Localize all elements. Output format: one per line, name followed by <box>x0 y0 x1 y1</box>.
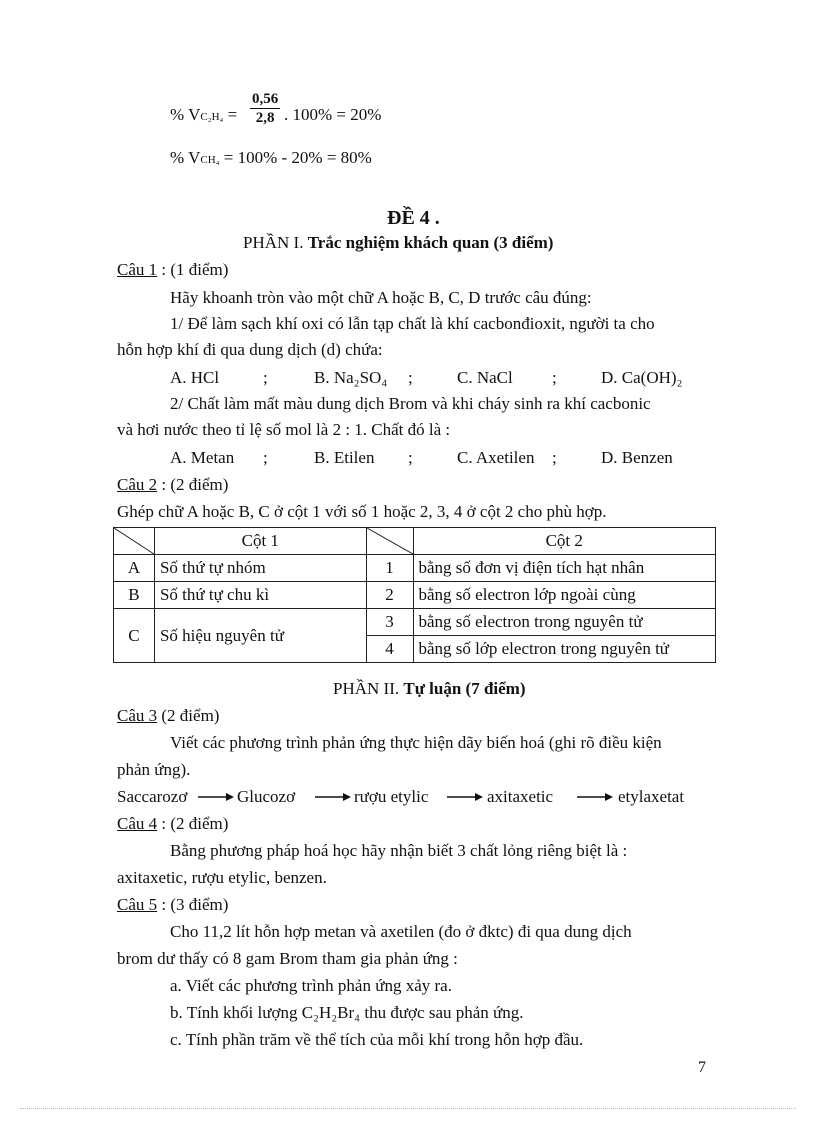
q1-header <box>117 260 228 280</box>
q3-line1: Viết các phương trình phản ứng thực hiện dãy biến hoá (ghi rõ điều kiện <box>170 733 662 752</box>
q1-item2-separator: ; <box>263 448 268 467</box>
q5-line2: brom dư thấy có 8 gam Brom tham gia phản ứng : <box>117 949 458 968</box>
arrow-right-icon <box>315 791 351 803</box>
q5-part-b <box>170 1003 524 1023</box>
calc-prefix: % V <box>170 148 201 167</box>
q3-points: (2 điểm) <box>157 706 220 725</box>
reaction-chain-item: etylaxetat <box>618 787 685 806</box>
calc-subscript: CH₄ <box>200 154 220 166</box>
row-col2: bằng số electron lớp ngoài cùng <box>413 582 715 609</box>
fraction-denominator: 2,8 <box>255 110 275 126</box>
arrow-right-icon <box>198 791 234 803</box>
q1-label: Câu 1 <box>117 260 158 279</box>
q2-points: : (2 điểm) <box>157 475 229 494</box>
arrow-right-icon <box>577 791 613 803</box>
row-number: 2 <box>366 582 413 609</box>
q5-b-formula: C₂H₂Br₄ <box>301 1003 361 1022</box>
reaction-chain-item: Glucozơ <box>237 787 296 806</box>
q5-points: : (3 điểm) <box>157 895 229 914</box>
q1-item1-line1: 1/ Để làm sạch khí oxi có lẫn tạp chất là khí cacbonđioxit, người ta cho <box>170 314 655 333</box>
fraction-numerator: 0,56 <box>252 91 279 107</box>
row-number: 1 <box>366 555 413 582</box>
calc-line-1 <box>170 105 237 127</box>
q1-item2-option-c: C. Axetilen <box>457 448 535 467</box>
matching-table <box>113 527 716 663</box>
q1-item2-separator: ; <box>552 448 557 467</box>
exam-title: ĐỀ 4 . <box>387 207 440 229</box>
row-number: 3 <box>366 609 413 636</box>
calc-prefix: % V <box>170 105 201 124</box>
q3-line2: phản ứng). <box>117 760 191 779</box>
q1-instruction: Hãy khoanh tròn vào một chữ A hoặc B, C, D trước câu đúng: <box>170 288 592 307</box>
part2-label: PHẦN II. <box>333 679 400 698</box>
q1-item1-separator: ; <box>408 368 413 387</box>
q2-header <box>117 475 228 495</box>
part2-heading <box>333 679 526 699</box>
q5-b-prefix: b. Tính khối lượng <box>170 1003 302 1022</box>
q3-header <box>117 706 219 726</box>
q4-header <box>117 814 228 834</box>
table-header-row <box>114 528 716 555</box>
q4-label: Câu 4 <box>117 814 158 833</box>
row-col1: Số hiệu nguyên tử <box>154 609 366 663</box>
diagonal-cell <box>366 528 413 555</box>
calc-equals: = <box>227 105 238 124</box>
q4-line1: Bằng phương pháp hoá học hãy nhận biết 3 chất lỏng riêng biệt là : <box>170 841 628 860</box>
q1-item1-separator: ; <box>263 368 268 387</box>
q1-points: : (1 điểm) <box>157 260 229 279</box>
q1-item2-line1: 2/ Chất làm mất màu dung dịch Brom và khi cháy sinh ra khí cacbonic <box>170 394 651 413</box>
row-number: 4 <box>366 636 413 663</box>
q1-item1-option-c: C. NaCl <box>457 368 513 387</box>
q5-part-a: a. Viết các phương trình phản ứng xảy ra. <box>170 976 452 995</box>
q4-points: : (2 điểm) <box>157 814 229 833</box>
part1-title: Trắc nghiệm khách quan (3 điểm) <box>307 233 554 252</box>
q5-label: Câu 5 <box>117 895 158 914</box>
calc-subscript: C₂H₄ <box>200 111 224 123</box>
row-col2: bằng số electron trong nguyên tử <box>413 609 715 636</box>
row-letter: B <box>114 582 155 609</box>
q4-line2: axitaxetic, rượu etylic, benzen. <box>117 868 327 887</box>
fraction <box>250 90 280 127</box>
q1-item1-separator: ; <box>552 368 557 387</box>
arrow-right-icon <box>447 791 483 803</box>
row-col2: bằng số lớp electron trong nguyên tử <box>413 636 715 663</box>
part1-heading <box>243 233 553 253</box>
q5-line1: Cho 11,2 lít hỗn hợp metan và axetilen (đo ở đktc) đi qua dung dịch <box>170 922 632 941</box>
col2-header: Cột 2 <box>413 528 715 555</box>
page-bottom-divider <box>20 1108 796 1109</box>
q1-item2-line2: và hơi nước theo tỉ lệ số mol là 2 : 1. Chất đó là : <box>117 420 451 439</box>
q1-item2-option-a: A. Metan <box>170 448 235 467</box>
q2-label: Câu 2 <box>117 475 158 494</box>
calc-line-2 <box>170 148 372 170</box>
calc-line-1-rest: . 100% = 20% <box>284 105 382 124</box>
diagonal-cell <box>114 528 155 555</box>
diagonal-line <box>114 528 154 554</box>
row-col2: bằng số đơn vị điện tích hạt nhân <box>413 555 715 582</box>
row-letter: C <box>114 609 155 663</box>
reaction-chain-item: axitaxetic <box>487 787 554 806</box>
part2-title: Tự luận (7 điểm) <box>403 679 526 698</box>
q5-b-suffix: thu được sau phản ứng. <box>360 1003 524 1022</box>
q5-header <box>117 895 228 915</box>
page-number: 7 <box>698 1059 706 1076</box>
q1-item2-separator: ; <box>408 448 413 467</box>
row-col1: Số thứ tự nhóm <box>154 555 366 582</box>
row-letter: A <box>114 555 155 582</box>
q1-item2-option-b: B. Etilen <box>314 448 375 467</box>
q1-item2-option-d: D. Benzen <box>601 448 673 467</box>
table-row <box>114 582 716 609</box>
table-row <box>114 555 716 582</box>
q2-instruction: Ghép chữ A hoặc B, C ở cột 1 với số 1 hoặc 2, 3, 4 ở cột 2 cho phù hợp. <box>117 502 607 521</box>
reaction-chain-item: Saccarozơ <box>117 787 188 806</box>
q1-item1-line2: hỗn hợp khí đi qua dung dịch (d) chứa: <box>117 340 383 359</box>
calc-result: = 100% - 20% = 80% <box>223 148 372 167</box>
q5-part-c: c. Tính phần trăm về thể tích của mỗi khí trong hỗn hợp đầu. <box>170 1030 584 1049</box>
col1-header: Cột 1 <box>154 528 366 555</box>
diagonal-line <box>367 528 413 554</box>
row-col1: Số thứ tự chu kì <box>154 582 366 609</box>
q1-item1-option-b: B. Na₂SO₄ <box>314 368 388 387</box>
q1-item1-option-a: A. HCl <box>170 368 220 387</box>
table-row <box>114 609 716 636</box>
part1-label: PHẦN I. <box>243 233 304 252</box>
q3-label: Câu 3 <box>117 706 158 725</box>
reaction-chain-item: rượu etylic <box>354 787 429 806</box>
q1-item1-option-d: D. Ca(OH)₂ <box>601 368 683 387</box>
